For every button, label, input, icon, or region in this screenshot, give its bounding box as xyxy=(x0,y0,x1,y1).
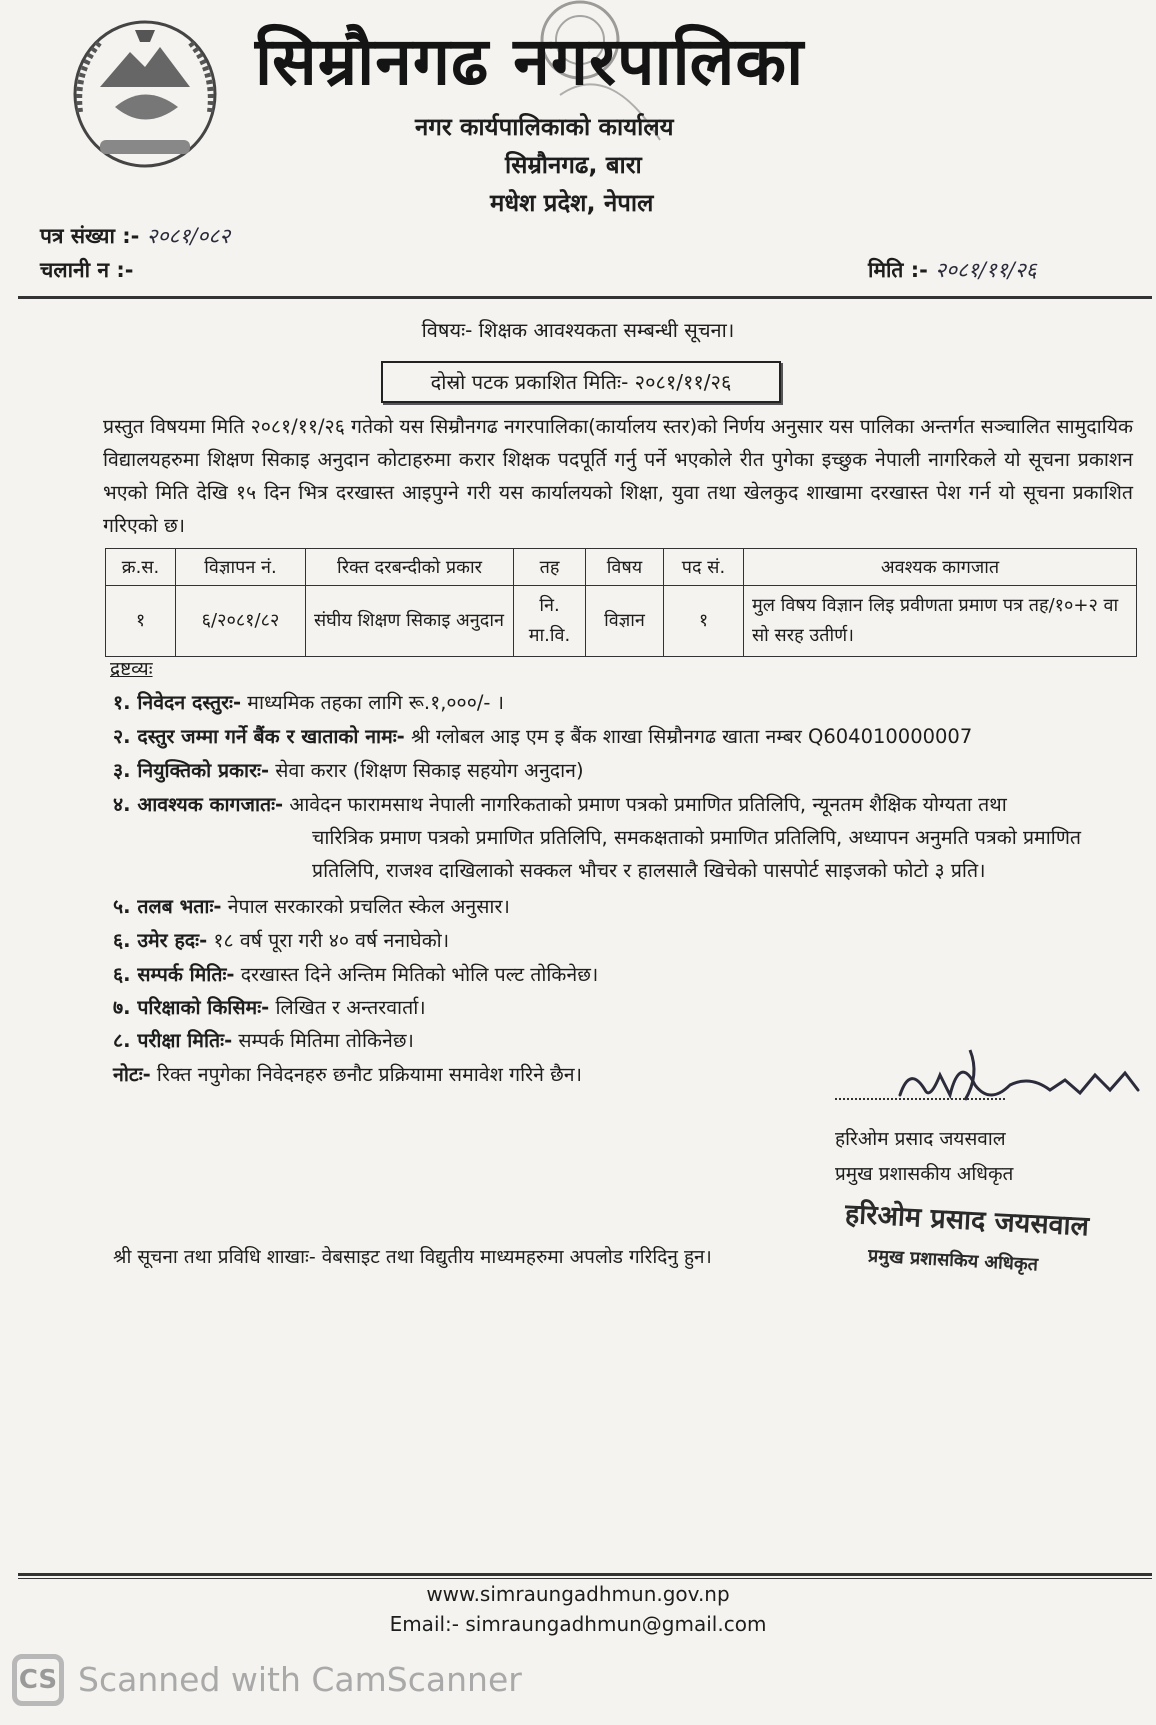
table-header-row xyxy=(106,549,1137,586)
cc-line: श्री सूचना तथा प्रविधि शाखाः- वेबसाइट तथा विद्युतीय माध्यमहरुमा अपलोड गरिदिनु हुन। xyxy=(113,1246,712,1268)
note-text: श्री ग्लोबल आइ एम इ बैंक शाखा सिम्रौनगढ खाता नम्बर Q604010000007 xyxy=(404,725,973,748)
note-label: ४. आवश्यक कागजातः- xyxy=(113,793,284,816)
table-cell: संघीय शिक्षण सिकाइ अनुदान xyxy=(306,586,514,657)
signatory-title: प्रमुख प्रशासकीय अधिकृत xyxy=(835,1163,1014,1185)
note-text: दरखास्त दिने अन्तिम मितिको भोलि पल्ट तोकिनेछ। xyxy=(234,963,599,986)
letter-number-label: पत्र संख्या :- xyxy=(40,224,140,248)
footer-email[interactable]: Email:- simraungadhmun@gmail.com xyxy=(389,1612,767,1636)
office-location: सिम्रौनगढ, बारा xyxy=(505,151,642,179)
table-header: विषय xyxy=(586,549,664,586)
note-item xyxy=(113,722,972,749)
table-cell: १ xyxy=(664,586,744,657)
note-label: ७. परिक्षाको किसिमः- xyxy=(113,996,270,1019)
letter-number-value: २०८१/०८२ xyxy=(146,224,231,248)
letter-date xyxy=(868,256,1037,284)
note-continuation: प्रतिलिपि, राजश्व दाखिलाको सक्कल भौचर र हालसालै खिचेको पासपोर्ट साइजको फोटो ३ प्रति। xyxy=(312,859,986,882)
note-label: ५. तलब भताः- xyxy=(113,895,222,918)
note-label: २. दस्तुर जम्मा गर्ने बैंक र खाताको नामः- xyxy=(113,725,405,748)
note-item xyxy=(113,688,504,715)
note-continuation: चारित्रिक प्रमाण पत्रको प्रमाणित प्रतिलिपि, समकक्षताको प्रमाणित प्रतिलिपि, अध्यापन अनुमति पत्रको प्रमाणित xyxy=(312,826,1082,849)
note-item xyxy=(113,960,598,987)
note-text: नेपाल सरकारको प्रचलित स्केल अनुसार। xyxy=(221,895,510,918)
letter-number xyxy=(40,222,230,250)
signature-line xyxy=(835,1098,1005,1100)
note-label: ३. नियुक्तिको प्रकारः- xyxy=(113,759,270,782)
note-item xyxy=(113,892,510,919)
header-divider xyxy=(18,296,1152,299)
signatory-stamp-name: हरिओम प्रसाद जयसवाल xyxy=(844,1198,1090,1243)
note-item xyxy=(113,790,1007,817)
table-header: रिक्त दरबन्दीको प्रकार xyxy=(306,549,514,586)
published-date-box: दोस्रो पटक प्रकाशित मितिः- २०८१/११/२६ xyxy=(381,361,781,403)
note-text: १८ वर्ष पूरा गरी ४० वर्ष ननाघेको। xyxy=(207,929,450,952)
date-label: मिति :- xyxy=(868,258,928,282)
table-cell: विज्ञान xyxy=(586,586,664,657)
note-item xyxy=(113,926,449,953)
note-text: सम्पर्क मितिमा तोकिनेछ। xyxy=(232,1029,414,1052)
municipality-title: सिम्रौनगढ नगरपालिका xyxy=(255,23,805,100)
dispatch-number-label: चलानी न :- xyxy=(40,258,134,282)
note-item xyxy=(113,1026,414,1053)
note-label: नोटः- xyxy=(113,1063,151,1086)
note-label: ६. सम्पर्क मितिः- xyxy=(113,963,235,986)
note-text: सेवा करार (शिक्षण सिकाइ सहयोग अनुदान) xyxy=(269,759,584,782)
signatory-stamp-title: प्रमुख प्रशासकिय अधिकृत xyxy=(867,1245,1039,1276)
note-item xyxy=(113,993,426,1020)
table-header: क्र.स. xyxy=(106,549,176,586)
notes-heading: द्रष्टव्यः xyxy=(110,658,153,680)
camscanner-watermark: Scanned with CamScanner xyxy=(78,1660,522,1699)
note-text: माध्यमिक तहका लागि रू.१,०००/- । xyxy=(241,691,505,714)
signatory-name: हरिओम प्रसाद जयसवाल xyxy=(835,1128,1006,1150)
vacancy-table xyxy=(105,548,1137,657)
nepal-emblem-icon xyxy=(60,12,230,177)
table-cell: ६/२०८१/८२ xyxy=(176,586,306,657)
table-cell: मुल विषय विज्ञान लिइ प्रवीणता प्रमाण पत्र तह/१०+२ वा सो सरह उतीर्ण। xyxy=(744,586,1137,657)
table-header: तह xyxy=(514,549,586,586)
note-item xyxy=(113,1060,582,1087)
table-cell: नि. मा.वि. xyxy=(514,586,586,657)
subject-line: विषयः- शिक्षक आवश्यकता सम्बन्धी सूचना। xyxy=(421,318,735,342)
office-name: नगर कार्यपालिकाको कार्यालय xyxy=(415,113,674,141)
camscanner-logo-icon: CS xyxy=(12,1654,64,1706)
handwritten-signature-icon xyxy=(880,1045,1150,1115)
table-header: पद सं. xyxy=(664,549,744,586)
note-label: ८. परीक्षा मितिः- xyxy=(113,1029,233,1052)
note-text: रिक्त नपुगेका निवेदनहरु छनौट प्रक्रियामा समावेश गरिने छैन। xyxy=(150,1063,582,1086)
footer-website[interactable]: www.simraungadhmun.gov.np xyxy=(426,1582,730,1606)
date-value: २०८१/११/२६ xyxy=(935,258,1037,282)
table-header: विज्ञापन नं. xyxy=(176,549,306,586)
office-province: मधेश प्रदेश, नेपाल xyxy=(490,189,654,217)
note-label: १. निवेदन दस्तुरः- xyxy=(113,691,242,714)
footer-divider-thin xyxy=(18,1578,1152,1579)
body-paragraph: प्रस्तुत विषयमा मिति २०८१/११/२६ गतेको यस सिम्रौनगढ नगरपालिका(कार्यालय स्तर)को निर्णय अनुसार यस पालिका अन्तर्गत सञ्चालित सामुदायिक विद्यालयहरुमा शिक्षण सिकाइ अनुदान कोटाहरुमा करार शिक्षक पदपूर्ति गर्नु पर्ने भएकोले रीत पुगेका इच्छुक नेपाली नागरिकले यो सूचना प्रकाशन भएको मिति देखि १५ दिन भित्र दरखास्त आइपुग्ने गरी यस कार्यालयको शिक्षा, युवा तथा खेलकुद शाखामा दरखास्त पेश गर्न यो सूचना प्रकाशित गरिएको छ। xyxy=(103,415,1133,537)
note-text: लिखित र अन्तरवार्ता। xyxy=(269,996,426,1019)
table-header: अवश्यक कागजात xyxy=(744,549,1137,586)
note-label: ६. उमेर हदः- xyxy=(113,929,208,952)
footer-divider xyxy=(18,1573,1152,1576)
table-cell: १ xyxy=(106,586,176,657)
note-text: आवेदन फारामसाथ नेपाली नागरिकताको प्रमाण पत्रको प्रमाणित प्रतिलिपि, न्यूनतम शैक्षिक योग्यता तथा xyxy=(283,793,1007,816)
note-item xyxy=(113,756,584,783)
table-row xyxy=(106,586,1137,657)
